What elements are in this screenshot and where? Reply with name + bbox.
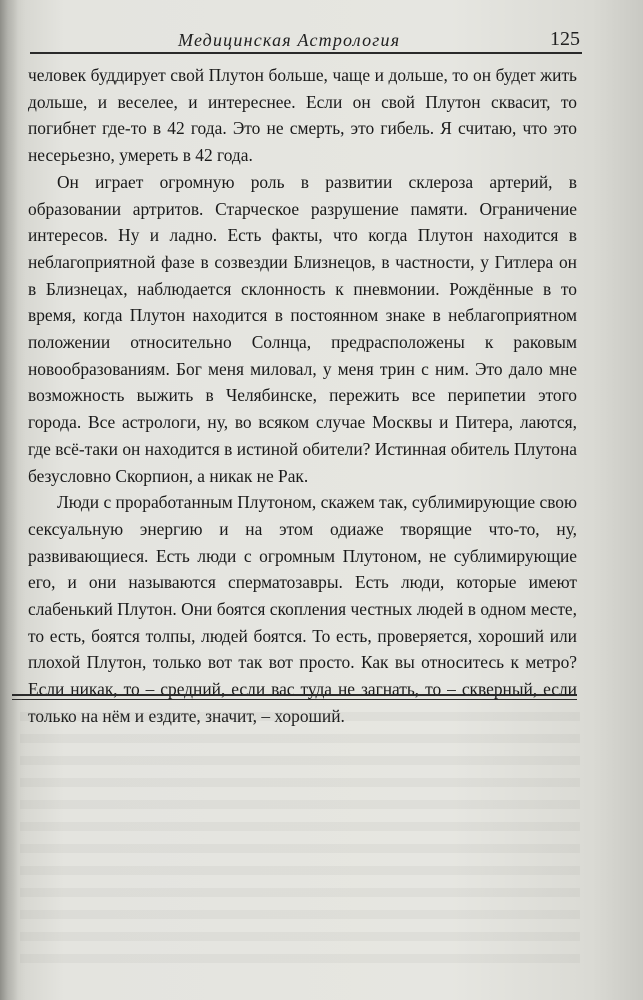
- section-divider: [12, 694, 577, 700]
- paragraph-3: Люди с проработанным Плутоном, скажем так, сублимирующие свою сексуальную энергию и на этом одиаже творящие что-то, ну, развивающиеся. Есть люди с огромным Плутоном, не сублимирующие его, и они называются сперматозавры. Есть люди, которые имеют слабенький Плутон. Они боятся скопления честных людей в одном месте, то есть, боятся толпы, людей боятся. То есть, проверяется, хороший или плохой Плутон, только вот так вот просто. Как вы относитесь к метро? Если никак, то – средний, если вас туда не загнать, то – скверный, если только на нём и ездите, значит, – хороший.: [28, 492, 577, 726]
- bleed-through-texture: [20, 712, 580, 972]
- page-header: [30, 26, 582, 54]
- running-title: Медицинская Астрология: [178, 30, 401, 50]
- paragraph-1: человек буддирует свой Плутон больше, чаще и дольше, то он будет жить дольше, и веселее, и интереснее. Если он свой Плутон сквасит, то погибнет где-то в 42 года. Это не смерть, это гибель. Я считаю, что это несерьезно, умереть в 42 года.: [28, 65, 577, 166]
- paragraph-2: Он играет огромную роль в развитии склероза артерий, в образовании артритов. Старческое разрушение памяти. Ограничение интересов. Ну и ладно. Есть факты, что когда Плутон находится в неблагоприятной фазе в созвездии Близнецов, в частности, у Гитлера он в Близнецах, наблюдается склонность к пневмонии. Рождённые в то время, когда Плутон находится в постоянном знаке в неблагоприятном положении относительно Солнца, предрасположены к раковым новообразованиям. Бог меня миловал, у меня трин с ним. Это дало мне возможность выжить в Челябинске, пережить все перипетии этого города. Все астрологи, ну, во всяком случае Москвы и Питера, лаются, где всё-таки он находится в истиной обители? Истинная обитель Плутона безусловно Скорпион, а никак не Рак.: [28, 171, 577, 486]
- body-text: [28, 62, 577, 730]
- page-number: 125: [550, 28, 580, 50]
- spine-shadow: [0, 0, 18, 1000]
